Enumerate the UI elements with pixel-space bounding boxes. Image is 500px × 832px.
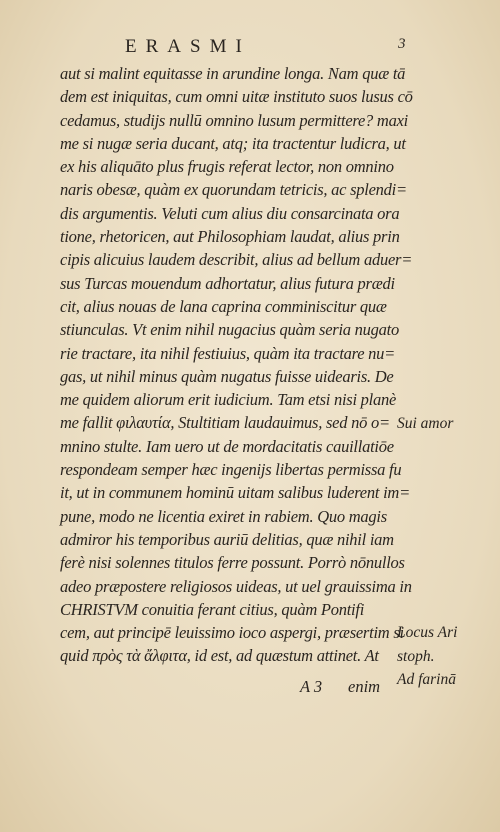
- text-line: rie tractare, ita nihil festiuius, quàm ita tractare nu=: [60, 343, 396, 363]
- text-line: pune, modo ne licentia exiret in rabiem. Quo magis: [60, 506, 387, 526]
- text-line: sus Turcas mouendum adhortatur, alius futura prædi: [60, 273, 395, 293]
- text-line: dem est iniquitas, cum omni uitæ instituto suos lusus cō: [60, 87, 413, 107]
- text-line: ferè nisi solennes titulos ferre possunt. Porrò nōnullos: [60, 553, 405, 573]
- signature-mark: A 3: [300, 677, 323, 696]
- catchline: [0, 677, 500, 701]
- text-line: adeo præpostere religiosos uideas, ut uel grauissima in: [60, 576, 412, 596]
- text-line: me quidem aliorum erit iudicium. Tam etsi nisi planè: [60, 390, 397, 410]
- text-line: mnino stulte. Iam uero ut de mordacitatis cauillatiōe: [60, 436, 394, 456]
- text-line: CHRISTVM conuitia ferant citius, quàm Pontifi: [60, 599, 365, 619]
- folio-number: 3: [398, 36, 406, 52]
- text-line: gas, ut nihil minus quàm nugatus fuisse uidearis. De: [60, 366, 394, 386]
- page-header: [0, 36, 500, 60]
- text-line: me si nugæ seria ducant, atq; ita tractentur ludicra, ut: [60, 133, 406, 153]
- text-line: me fallit φιλαυτία, Stultitiam laudauimus, sed nō o=: [60, 413, 390, 433]
- text-line: tione, rhetoricen, aut Philosophiam laudat, alius prin: [60, 227, 400, 247]
- text-line: ex his aliquāto plus frugis referat lector, non omnino: [60, 157, 394, 177]
- marginal-note: Locus Ari: [397, 624, 458, 642]
- text-line: admiror his temporibus auriū delitias, quæ nihil iam: [60, 529, 394, 549]
- text-line: naris obesæ, quàm ex quorundam tetricis, ac splendi=: [60, 180, 407, 200]
- text-line: quid πρὸς τὰ ἄλφιτα, id est, ad quæstum attinet. At: [60, 646, 379, 666]
- text-line: cipis alicuius laudem describit, alius ad bellum aduer=: [60, 250, 413, 270]
- text-line: dis argumentis. Veluti cum alius diu consarcinata ora: [60, 203, 400, 223]
- text-line: stiunculas. Vt enim nihil nugacius quàm seria nugato: [60, 320, 399, 340]
- text-line: aut si malint equitasse in arundine longa. Nam quæ tā: [60, 64, 406, 83]
- text-line: cedamus, studijs nullū omnino lusum permittere? maxi: [60, 110, 408, 130]
- body-text: [60, 62, 413, 668]
- marginal-note: Sui amor: [397, 414, 454, 432]
- text-line: it, ut in communem hominū uitam salibus luderent im=: [60, 483, 410, 503]
- catchword: enim: [348, 677, 381, 696]
- text-line: cem, aut principē leuissimo ioco aspergi, præsertim si: [60, 623, 404, 643]
- text-line: respondeam semper hæc ingenijs libertas permissa fu: [60, 460, 402, 480]
- marginal-note: Ad farinā: [397, 670, 456, 688]
- marginal-note: stoph.: [397, 647, 435, 665]
- running-title: ERASMI: [125, 36, 251, 57]
- text-line: cit, alius nouas de lana caprina comminiscitur quæ: [60, 296, 387, 316]
